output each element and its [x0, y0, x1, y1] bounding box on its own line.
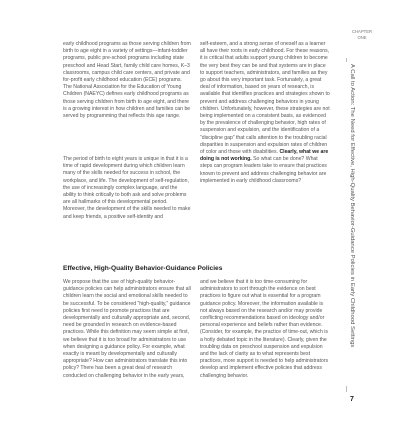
col1-bottom-paragraph: We propose that the use of high-quality behavior-guidance policies can help administrators ensure that all children learn the social and emotional skills needed to be successful. To be considered “high-quality,” guidance policies first need to promote practices that are developmentally and culturally appropriate and, second, need be grounded in research on evidence-based practices. While this definition may seem simple at first, we believe that it is too broad for administrators to use when designing a guidance policy. For example, what exactly is meant by developmentally and culturally appropriate? How can administrators translate this into policy? There has been a great deal of research conducted on challenging behavior in the early years, — [63, 279, 191, 379]
sidebar-rule-top — [346, 58, 347, 62]
col1-paragraph-1: early childhood programs as those serving children from birth to age eight in a variety of settings—infant-toddler programs, public pre-school programs including state preschool and Head Start, family child care homes, K–3 classrooms, campus child care centers, and private and for-profit early childhood education (ECE) programs. The National Association for the Education of Young Children (NAEYC) defines early childhood programs as those serving children from birth to age eight, and there is a growing interest in how children and families can be served by programming that reflects this age range. — [63, 41, 191, 120]
col2-emphasis: Clearly, what we are doing is not working. — [200, 149, 329, 163]
section-heading: Effective, High-Quality Behavior-Guidance Policies — [63, 265, 223, 272]
chapter-number: ONE — [357, 34, 367, 40]
col2-text-after: So what can be done? What steps can program leaders take to ensure that practices known to prevent and address challenging behavior are implemented in early childhood classrooms? — [200, 156, 327, 184]
col1-paragraph-2: The period of birth to eight years is unique in that it is a time of rapid development during which children learn many of the skills needed for success in school, the workplace, and life. The development of self-regulation, the use of increasingly complex language, and the ability to think critically to both ask and solve problems are all hallmarks of this developmental period. Moreover, the development of the skills needed to make and keep friends, a positive self-identity and — [63, 156, 191, 220]
chapter-marker — [352, 29, 372, 40]
page-number: 7 — [350, 396, 354, 403]
col2-paragraph-1 — [200, 41, 330, 185]
col2-bottom-paragraph: and we believe that it is too time-consuming for administrators to sort through the evidence on best practices to figure out what is essential for a program guidance policy. Moreover, the information available is not always based on the research and/or may provide conflicting recommendations based on ideology and/or personal experience and beliefs rather than evidence. (Consider, for example, the practice of time-out, which is a hotly debated topic in the literature). Clearly, given the troubling data on preschool suspension and expulsion and the lack of clarity as to what represents best practices, more support is needed to help administrators develop and implement effective policies that address challenging behavior. — [200, 279, 329, 379]
col2-text-before: self-esteem, and a strong sense of oneself as a learner all have their roots in early childhood. For these reasons, it is critical that adults support young children to become the very best they can be and that systems are in place to support teachers, administrators, and families as they go about this very important task. Fortunately, a great deal of information, based on years of research, is available that identifies practices and strategies shown to prevent and address challenging behaviors in young children. Unfortunately, however, these strategies are not being implemented on a consistent basis, as evidenced by the prevalence of challenging behavior, high rates of suspension and expulsion, and the identification of a “discipline gap” that calls attention to the troubling racial disparities in suspension and expulsion rates of children of color and those with disabilities. — [200, 41, 330, 156]
sidebar-rule-bottom — [346, 386, 347, 392]
running-head: A Call to Action: The Need for Effective, High-Quality Behavior-Guidance Policies in Early Childhood Settings — [349, 64, 355, 348]
chapter-label: CHAPTER — [352, 29, 373, 34]
